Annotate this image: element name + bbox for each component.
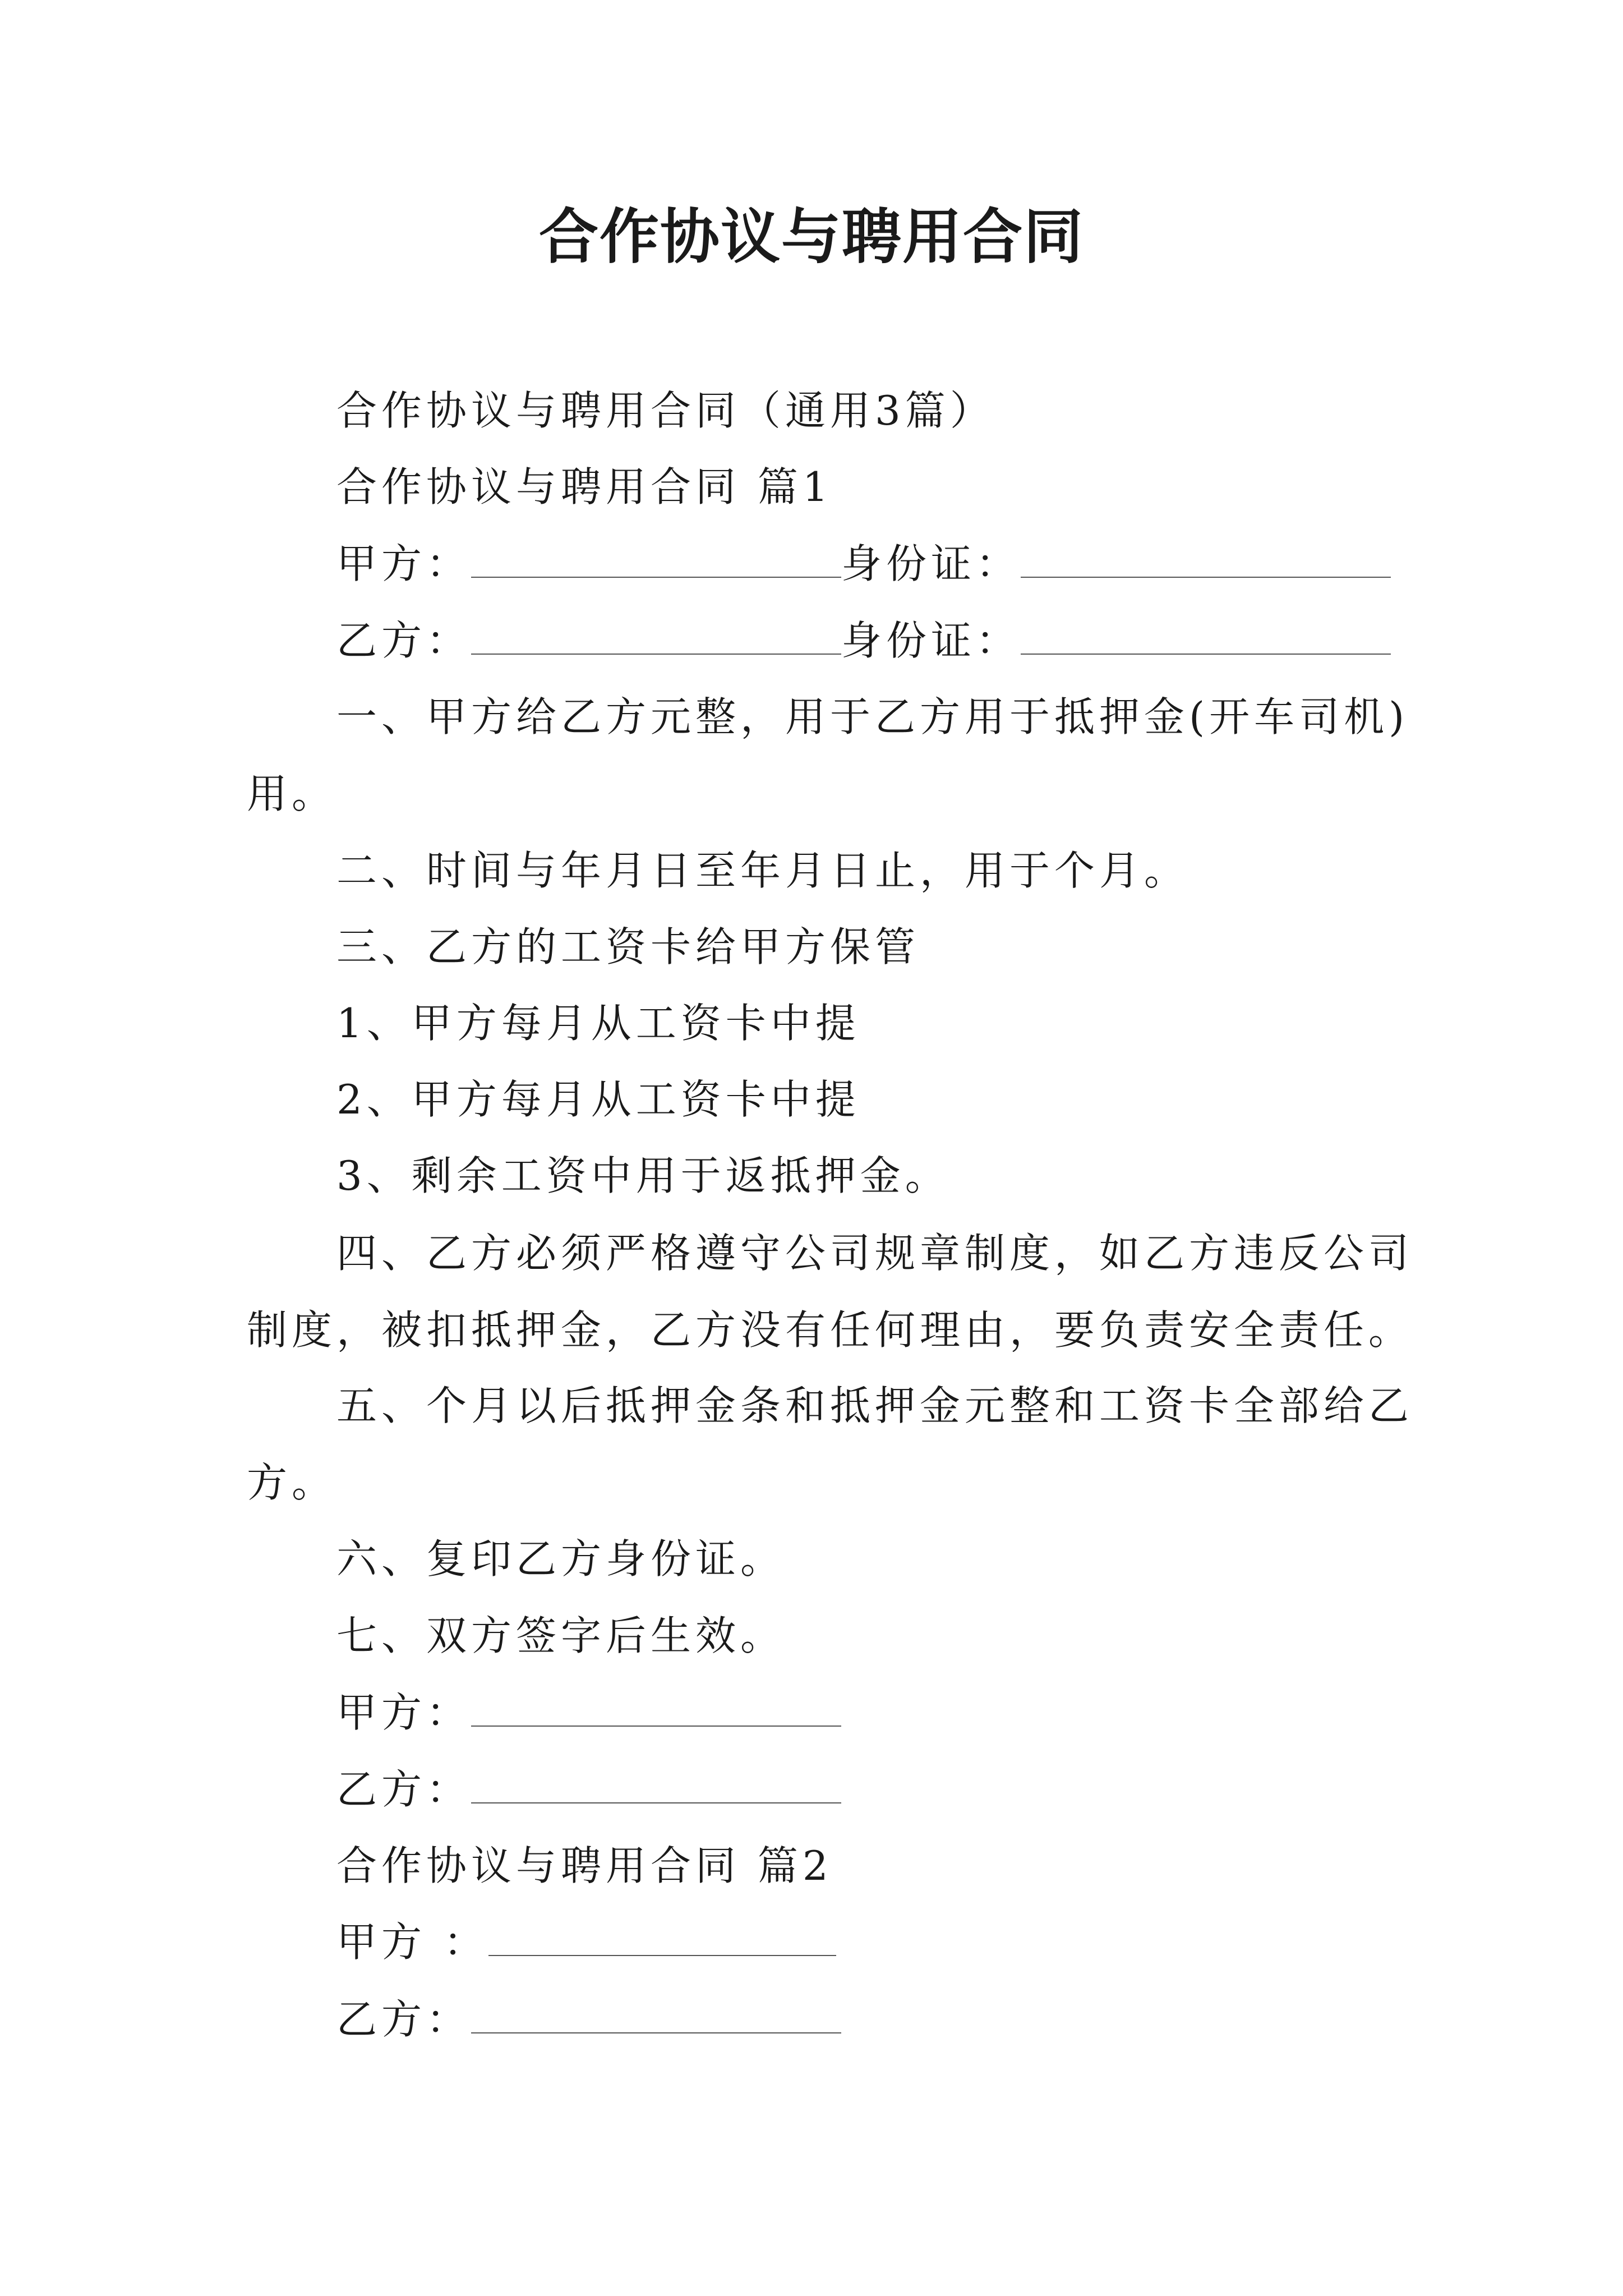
clause-3: 三、乙方的工资卡给甲方保管 bbox=[336, 923, 920, 970]
section2-heading: 合作协议与聘用合同 篇2 bbox=[336, 1842, 833, 1889]
party-a-id-blank[interactable] bbox=[1021, 543, 1391, 578]
clause-3-item-3: 3、剩余工资中用于返抵押金。 bbox=[336, 1152, 950, 1199]
page-title: 合作协议与聘用合同 bbox=[539, 201, 1084, 272]
clause-3-item-1: 1、甲方每月从工资卡中提 bbox=[336, 1000, 860, 1047]
section2-party-a-row bbox=[336, 1914, 836, 1970]
signature-a-row bbox=[336, 1685, 841, 1741]
section2-party-b-label: 乙方： bbox=[336, 1996, 472, 2043]
section2-party-a-blank[interactable] bbox=[488, 1921, 836, 1956]
party-a-name-blank[interactable] bbox=[471, 543, 841, 578]
section2-party-b-blank[interactable] bbox=[471, 1999, 841, 2033]
signature-a-blank[interactable] bbox=[471, 1692, 841, 1727]
party-a-id-label: 身份证： bbox=[841, 540, 1021, 587]
party-a-row bbox=[336, 536, 1391, 592]
section2-party-b-row bbox=[336, 1991, 841, 2047]
party-b-label: 乙方： bbox=[336, 617, 472, 664]
clause-2: 二、时间与年月日至年月日止，用于个月。 bbox=[336, 847, 1189, 894]
clause-1-line-1: 一、甲方给乙方元整，用于乙方用于抵押金(开车司机) bbox=[336, 693, 1409, 740]
clause-3-item-2: 2、甲方每月从工资卡中提 bbox=[336, 1076, 860, 1123]
signature-a-label: 甲方： bbox=[336, 1689, 472, 1736]
party-b-id-blank[interactable] bbox=[1021, 620, 1391, 655]
clause-5-line-1: 五、个月以后抵押金条和抵押金元整和工资卡全部给乙 bbox=[336, 1382, 1414, 1429]
document-subtitle: 合作协议与聘用合同（通用3篇） bbox=[336, 387, 995, 434]
party-a-label: 甲方： bbox=[336, 540, 472, 587]
section1-heading: 合作协议与聘用合同 篇1 bbox=[336, 463, 833, 510]
signature-b-label: 乙方： bbox=[336, 1766, 472, 1813]
clause-5-line-2: 方。 bbox=[247, 1459, 337, 1506]
clause-4-line-1: 四、乙方必须严格遵守公司规章制度，如乙方违反公司 bbox=[336, 1230, 1414, 1277]
clause-6: 六、复印乙方身份证。 bbox=[336, 1535, 786, 1582]
signature-b-row bbox=[336, 1761, 841, 1818]
clause-7: 七、双方签字后生效。 bbox=[336, 1612, 786, 1659]
clause-4-line-2: 制度，被扣抵押金，乙方没有任何理由，要负责安全责任。 bbox=[247, 1306, 1414, 1354]
party-b-row bbox=[336, 613, 1391, 669]
signature-b-blank[interactable] bbox=[471, 1769, 841, 1803]
clause-1-line-2: 用。 bbox=[247, 770, 337, 817]
party-b-id-label: 身份证： bbox=[841, 617, 1021, 664]
party-b-name-blank[interactable] bbox=[471, 620, 841, 655]
section2-party-a-label: 甲方 ： bbox=[336, 1918, 488, 1966]
